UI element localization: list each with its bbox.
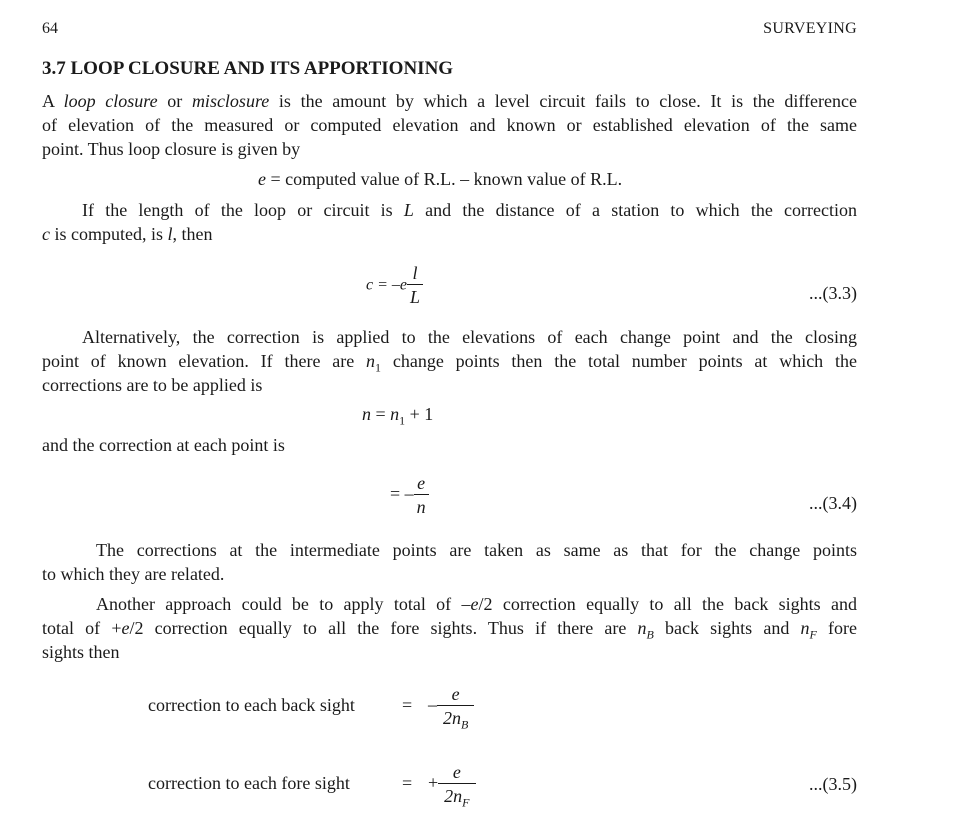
equation-total-points: $n = n_1 + 1$ (362, 404, 434, 428)
paragraph-change-points (42, 325, 857, 397)
equation-misclosure: e = computed value of R.L. – known value of R.L. (258, 169, 623, 189)
paragraph-line: c is computed, is l, then (42, 224, 213, 244)
equation-3-3: c = –e $\frac{l}{L}$ (366, 262, 423, 309)
paragraph-line: A loop closure or misclosure is the amount by which a level circuit fails to close. It is the difference (42, 91, 857, 111)
paragraph-loop-length (42, 198, 857, 246)
paragraph-line: point of known elevation. If there are $n_1$ change points then the total number points at which the (42, 351, 857, 375)
fraction: $\frac{e}{2n_B}$ (437, 683, 474, 730)
paragraph-loop-closure (42, 89, 857, 161)
paragraph-line: The corrections at the intermediate points are taken as same as that for the change points (96, 540, 857, 560)
paragraph-correction-each-point (42, 433, 857, 457)
paragraph-line: Another approach could be to apply total of –e/2 correction equally to all the back sights and (96, 594, 857, 614)
equation-number-3-3: ...(3.3) (809, 283, 857, 303)
paragraph-line: corrections are to be applied is (42, 375, 263, 395)
equation-fore-sight: correction to each fore sight = + $\frac{e}{2n_F}$ (148, 761, 476, 808)
paragraph-line: of elevation of the measured or computed elevation and known or established elevation of the same (42, 115, 857, 135)
fraction: $\frac{e}{n}$ (414, 472, 429, 519)
paragraph-line: to which they are related. (42, 564, 225, 584)
paragraph-line: total of +e/2 correction equally to all the fore sights. Thus if there are $n_B$ back sights and $n_F$ fore (42, 618, 858, 642)
fraction: $\frac{e}{2n_F}$ (438, 761, 475, 808)
paragraph-line: Alternatively, the correction is applied to the elevations of each change point and the closing (82, 327, 857, 347)
equation-number-3-5: ...(3.5) (809, 774, 857, 794)
equation-back-sight: correction to each back sight = – $\frac{e}{2n_B}$ (148, 683, 474, 730)
paragraph-line: sights then (42, 642, 120, 662)
paragraph-line: point. Thus loop closure is given by (42, 139, 301, 159)
running-title: SURVEYING (763, 20, 857, 37)
fraction: $\frac{l}{L}$ (407, 262, 423, 309)
paragraph-line: If the length of the loop or circuit is L and the distance of a station to which the correction (82, 200, 858, 220)
paragraph-another-approach (42, 592, 857, 664)
paragraph-intermediate-points (42, 538, 857, 586)
paragraph-line: and the correction at each point is (42, 435, 285, 455)
equation-number-3-4: ...(3.4) (809, 493, 857, 513)
section-heading: 3.7 LOOP CLOSURE AND ITS APPORTIONING (42, 58, 454, 79)
page-number: 64 (42, 20, 58, 37)
equation-3-4: = – $\frac{e}{n}$ (390, 472, 429, 519)
